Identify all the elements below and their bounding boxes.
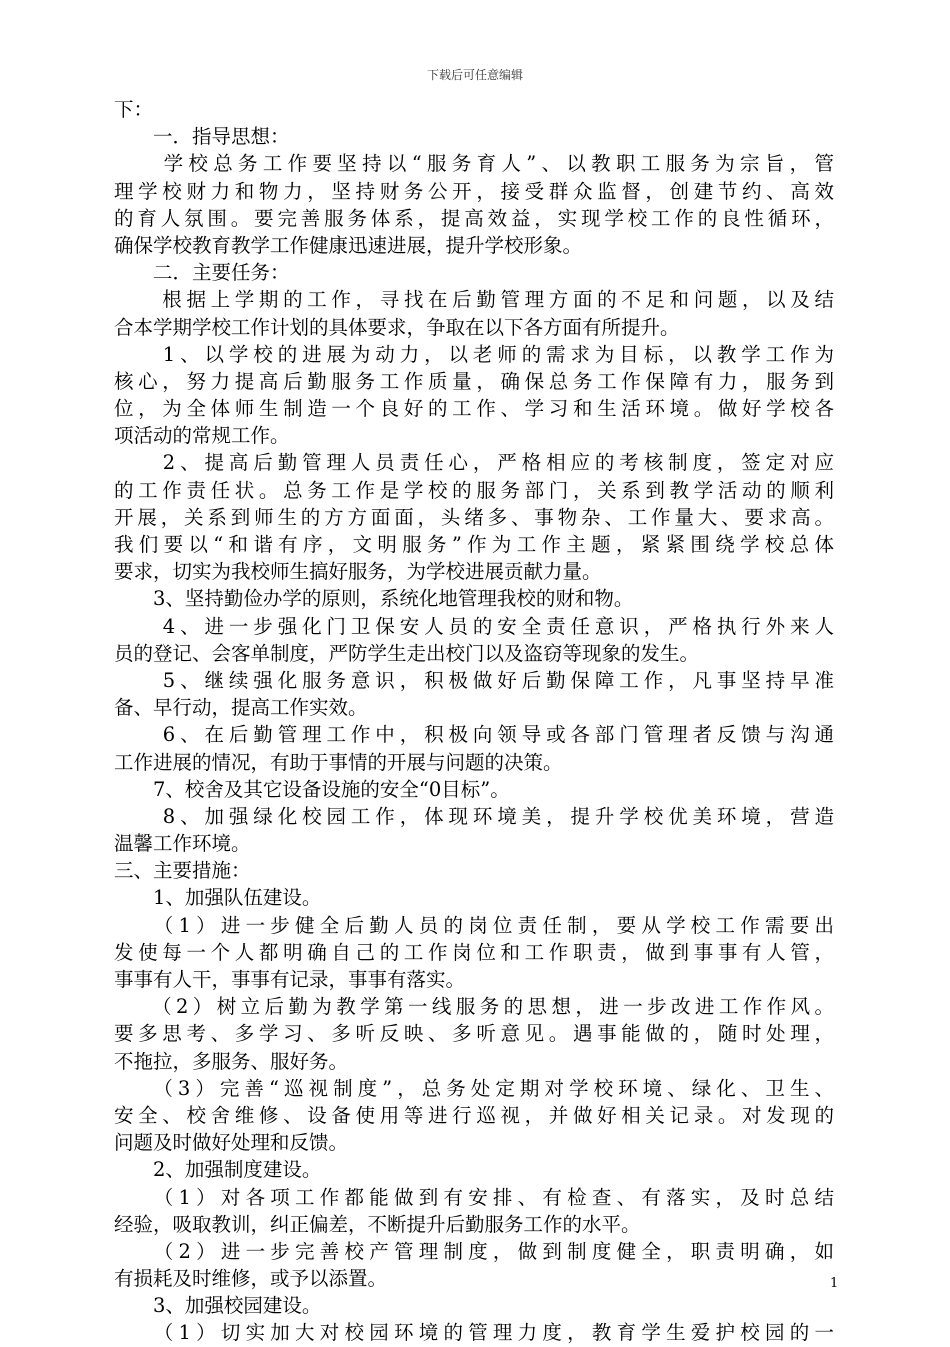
text-line: 不拖拉，多服务、服好务。 xyxy=(114,1049,349,1073)
text-line: 1、加强队伍建设。 xyxy=(114,886,322,910)
text-line: 理学校财力和物力，坚持财务公开，接受群众监督，创建节约、高效 xyxy=(114,179,834,203)
text-line: 4、进一步强化门卫保安人员的安全责任意识，严格执行外来人 xyxy=(114,614,834,638)
text-line: 我们要以“和谐有序，文明服务”作为工作主题，紧紧围绕学校总体 xyxy=(114,533,834,556)
text-line: 发使每一个人都明确自己的工作岗位和工作职责，做到事事有人管， xyxy=(114,940,834,964)
text-line: （2）进一步完善校产管理制度，做到制度健全，职责明确，如 xyxy=(114,1239,834,1263)
text-line: 二．主要任务： xyxy=(114,261,290,285)
text-line: 5、继续强化服务意识，积极做好后勤保障工作，凡事坚持早准 xyxy=(114,668,834,692)
text-line: 位，为全体师生制造一个良好的工作、学习和生活环境。做好学校各 xyxy=(114,397,834,421)
text-line: 备、早行动，提高工作实效。 xyxy=(114,696,368,720)
text-line: 经验，吸取教训，纠正偏差，不断提升后勤服务工作的水平。 xyxy=(114,1212,641,1236)
text-line: 要多思考、多学习、多听反映、多听意见。遇事能做的，随时处理， xyxy=(114,1022,834,1046)
page-header: 下载后可任意编辑 xyxy=(426,68,523,82)
text-line: （3）完善“巡视制度”，总务处定期对学校环境、绿化、卫生、 xyxy=(114,1076,834,1100)
text-line: （2）树立后勤为教学第一线服务的思想，进一步改进工作作风。 xyxy=(114,995,834,1019)
text-line: 核心，努力提高后勤服务工作质量，确保总务工作保障有力，服务到 xyxy=(114,369,834,393)
document-body xyxy=(114,96,834,1347)
text-line: 三、主要措施： xyxy=(114,859,251,883)
text-line: 合本学期学校工作计划的具体要求，争取在以下各方面有所提升。 xyxy=(114,315,680,339)
text-line: 事事有人干，事事有记录，事事有落实。 xyxy=(114,968,466,991)
text-line: 7、校舍及其它设备设施的安全“0目标”。 xyxy=(114,777,510,801)
text-line: 2、加强制度建设。 xyxy=(114,1158,322,1182)
text-line: 工作进展的情况，有助于事情的开展与问题的决策。 xyxy=(114,750,563,774)
text-line: 的工作责任状。总务工作是学校的服务部门，关系到教学活动的顺利 xyxy=(114,478,834,502)
text-line: 开展，关系到师生的方方面面，头绪多、事物杂、工作量大、要求高。 xyxy=(114,505,834,529)
text-line: 要求，切实为我校师生搞好服务，为学校进展贡献力量。 xyxy=(114,560,602,584)
text-line: 根据上学期的工作，寻找在后勤管理方面的不足和问题，以及结 xyxy=(114,288,834,312)
text-line: 安全、校舍维修、设备使用等进行巡视，并做好相关记录。对发现的 xyxy=(114,1103,834,1127)
text-line: （1）进一步健全后勤人员的岗位责任制，要从学校工作需要出 xyxy=(114,913,834,937)
text-line: 温馨工作环境。 xyxy=(114,832,251,856)
text-line: 学校总务工作要坚持以“服务育人”、以教职工服务为宗旨，管 xyxy=(114,152,834,176)
text-line: 6、在后勤管理工作中，积极向领导或各部门管理者反馈与沟通 xyxy=(114,723,834,747)
text-line: 确保学校教育教学工作健康迅速进展，提升学校形象。 xyxy=(114,233,583,257)
text-line: 员的登记、会客单制度，严防学生走出校门以及盗窃等现象的发生。 xyxy=(114,641,700,665)
text-line: 一．指导思想： xyxy=(114,125,290,149)
text-line: 3、坚持勤俭办学的原则，系统化地管理我校的财和物。 xyxy=(114,587,634,611)
text-line: （1）切实加大对校园环境的管理力度，教育学生爱护校园的一 xyxy=(114,1321,834,1345)
text-line: 的育人氛围。要完善服务体系，提高效益，实现学校工作的良性循环， xyxy=(114,206,834,230)
text-line: 3、加强校园建设。 xyxy=(114,1294,322,1318)
text-line: 有损耗及时维修，或予以添置。 xyxy=(114,1267,388,1291)
page-number: 1 xyxy=(830,1276,839,1291)
text-line: 2、提高后勤管理人员责任心，严格相应的考核制度，签定对应 xyxy=(114,451,834,475)
text-line: （1）对各项工作都能做到有安排、有检查、有落实，及时总结 xyxy=(114,1185,834,1209)
text-line: 8、加强绿化校园工作，体现环境美，提升学校优美环境，营造 xyxy=(114,804,834,828)
text-line: 1、以学校的进展为动力，以老师的需求为目标，以教学工作为 xyxy=(114,342,834,366)
text-line: 项活动的常规工作。 xyxy=(114,424,290,448)
text-line: 下： xyxy=(114,98,154,121)
text-line: 问题及时做好处理和反馈。 xyxy=(114,1131,349,1155)
